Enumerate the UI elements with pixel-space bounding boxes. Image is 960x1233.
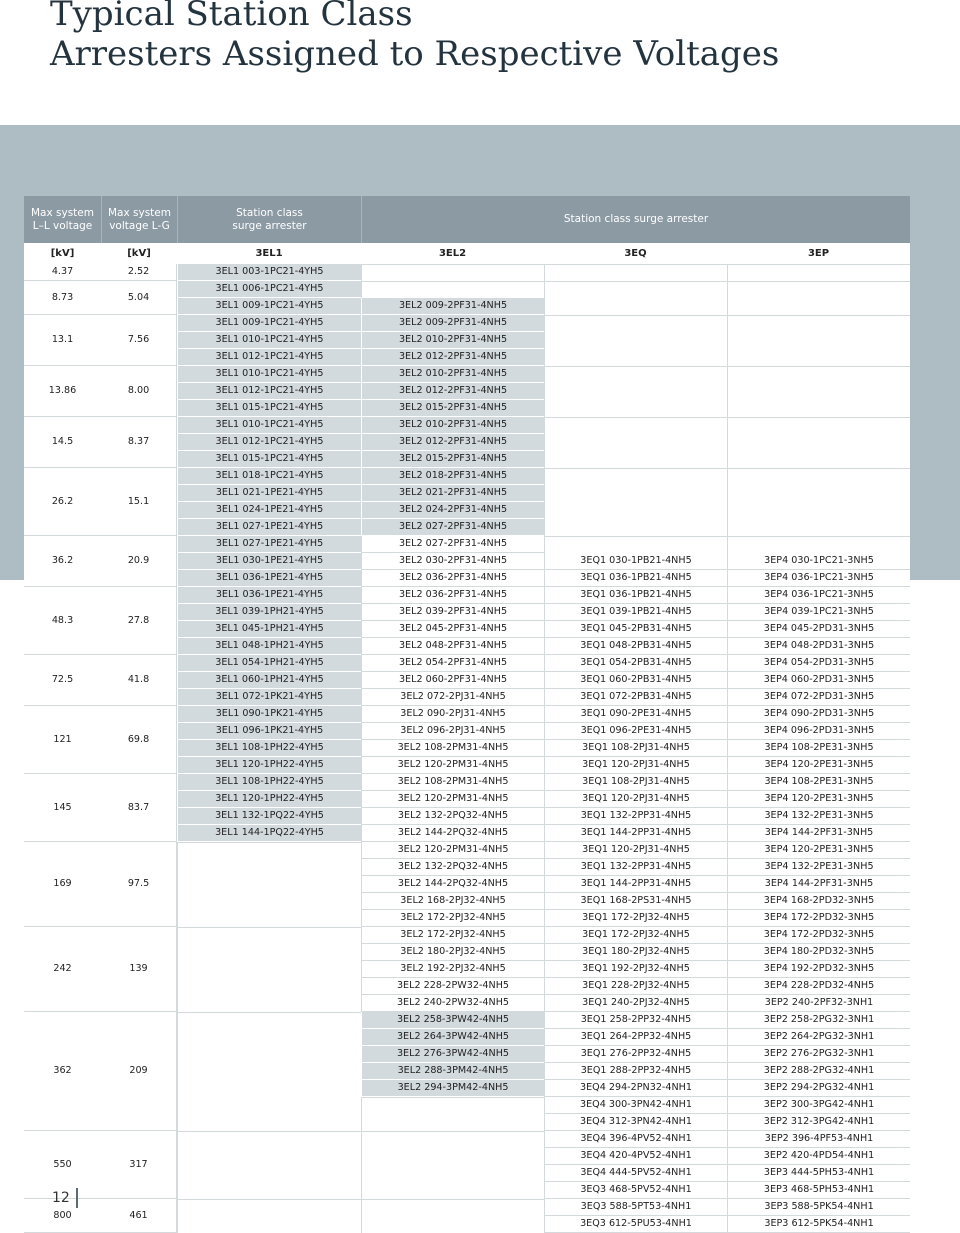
cell-3el1 (177, 1216, 361, 1233)
cell-3ep (727, 502, 910, 519)
cell-3ep: 3EP4 172-2PD32-3NH5 (727, 910, 910, 927)
cell-3ep: 3EP2 264-2PG32-3NH1 (727, 1029, 910, 1046)
cell-3eq: 3EQ1 048-2PB31-4NH5 (544, 638, 727, 655)
cell-3ep: 3EP4 132-2PE31-3NH5 (727, 808, 910, 825)
unit-lg: [kV] (101, 243, 177, 264)
max-lg-voltage: 83.7 (101, 774, 177, 842)
cell-3ep: 3EP4 168-2PD32-3NH5 (727, 893, 910, 910)
cell-3el1: 3EL1 006-1PC21-4YH5 (177, 281, 361, 298)
cell-3el2: 3EL2 132-2PQ32-4NH5 (361, 859, 544, 876)
cell-3ep: 3EP4 132-2PE31-3NH5 (727, 859, 910, 876)
max-lg-voltage: 7.56 (101, 315, 177, 366)
cell-3ep (727, 536, 910, 553)
cell-3ep: 3EP4 108-2PE31-3NH5 (727, 774, 910, 791)
cell-3el1: 3EL1 027-1PE21-4YH5 (177, 519, 361, 536)
cell-3el2: 3EL2 012-2PF31-4NH5 (361, 383, 544, 400)
cell-3el2: 3EL2 030-2PF31-4NH5 (361, 553, 544, 570)
cell-3el1: 3EL1 030-1PE21-4YH5 (177, 553, 361, 570)
cell-3ep: 3EP4 039-1PC21-3NH5 (727, 604, 910, 621)
cell-3eq: 3EQ1 144-2PP31-4NH5 (544, 876, 727, 893)
cell-3el1 (177, 1012, 361, 1029)
cell-3el1 (177, 944, 361, 961)
cell-3eq: 3EQ1 120-2PJ31-4NH5 (544, 791, 727, 808)
cell-3el1 (177, 1029, 361, 1046)
table-row (24, 264, 910, 281)
cell-3el2: 3EL2 120-2PM31-4NH5 (361, 791, 544, 808)
cell-3el2: 3EL2 039-2PF31-4NH5 (361, 604, 544, 621)
cell-3ep: 3EP4 144-2PF31-3NH5 (727, 876, 910, 893)
cell-3eq (544, 417, 727, 434)
cell-3el2: 3EL2 108-2PM31-4NH5 (361, 740, 544, 757)
cell-3eq: 3EQ1 036-1PB21-4NH5 (544, 570, 727, 587)
cell-3el1: 3EL1 015-1PC21-4YH5 (177, 400, 361, 417)
cell-3el1 (177, 1063, 361, 1080)
cell-3el1 (177, 995, 361, 1012)
cell-3eq: 3EQ1 132-2PP31-4NH5 (544, 859, 727, 876)
unit-3el1: 3EL1 (177, 243, 361, 264)
cell-3ep (727, 400, 910, 417)
cell-3el2: 3EL2 060-2PF31-4NH5 (361, 672, 544, 689)
cell-3el1: 3EL1 045-1PH21-4YH5 (177, 621, 361, 638)
cell-3ep (727, 264, 910, 281)
cell-3eq (544, 485, 727, 502)
cell-3ep: 3EP3 612-5PK54-4NH1 (727, 1216, 910, 1233)
cell-3el2 (361, 1097, 544, 1114)
cell-3el1: 3EL1 039-1PH21-4YH5 (177, 604, 361, 621)
cell-3el1: 3EL1 012-1PC21-4YH5 (177, 434, 361, 451)
cell-3ep (727, 451, 910, 468)
cell-3ep (727, 349, 910, 366)
cell-3ep: 3EP4 030-1PC21-3NH5 (727, 553, 910, 570)
table-row (24, 536, 910, 553)
max-lg-voltage: 209 (101, 1012, 177, 1131)
cell-3eq: 3EQ1 039-1PB21-4NH5 (544, 604, 727, 621)
cell-3el2: 3EL2 168-2PJ32-4NH5 (361, 893, 544, 910)
cell-3eq: 3EQ1 172-2PJ32-4NH5 (544, 927, 727, 944)
max-ll-voltage: 13.1 (24, 315, 101, 366)
cell-3ep (727, 417, 910, 434)
cell-3el1: 3EL1 108-1PH22-4YH5 (177, 740, 361, 757)
table-row (24, 1199, 910, 1216)
cell-3el1: 3EL1 012-1PC21-4YH5 (177, 349, 361, 366)
max-lg-voltage: 2.52 (101, 264, 177, 281)
table-row (24, 774, 910, 791)
cell-3ep: 3EP2 312-3PG42-4NH1 (727, 1114, 910, 1131)
cell-3el2: 3EL2 015-2PF31-4NH5 (361, 451, 544, 468)
cell-3eq: 3EQ1 180-2PJ32-4NH5 (544, 944, 727, 961)
max-lg-voltage: 317 (101, 1131, 177, 1199)
cell-3el2: 3EL2 132-2PQ32-4NH5 (361, 808, 544, 825)
table-row (24, 315, 910, 332)
cell-3el1: 3EL1 036-1PE21-4YH5 (177, 587, 361, 604)
cell-3eq (544, 366, 727, 383)
cell-3el2: 3EL2 027-2PF31-4NH5 (361, 519, 544, 536)
cell-3el1 (177, 859, 361, 876)
cell-3eq: 3EQ1 192-2PJ32-4NH5 (544, 961, 727, 978)
page-number: 12 (52, 1190, 70, 1206)
cell-3el1: 3EL1 132-1PQ22-4YH5 (177, 808, 361, 825)
cell-3ep (727, 332, 910, 349)
cell-3ep: 3EP2 258-2PG32-3NH1 (727, 1012, 910, 1029)
cell-3el2 (361, 1148, 544, 1165)
cell-3ep (727, 468, 910, 485)
table-row (24, 281, 910, 298)
cell-3el2 (361, 1182, 544, 1199)
cell-3el2: 3EL2 024-2PF31-4NH5 (361, 502, 544, 519)
cell-3eq (544, 264, 727, 281)
cell-3el1: 3EL1 018-1PC21-4YH5 (177, 468, 361, 485)
cell-3el2: 3EL2 009-2PF31-4NH5 (361, 298, 544, 315)
cell-3ep: 3EP4 036-1PC21-3NH5 (727, 570, 910, 587)
cell-3el1: 3EL1 048-1PH21-4YH5 (177, 638, 361, 655)
table-row (24, 1131, 910, 1148)
cell-3eq: 3EQ1 054-2PB31-4NH5 (544, 655, 727, 672)
max-ll-voltage: 242 (24, 927, 101, 1012)
max-lg-voltage: 20.9 (101, 536, 177, 587)
cell-3eq: 3EQ1 132-2PP31-4NH5 (544, 808, 727, 825)
cell-3el1: 3EL1 060-1PH21-4YH5 (177, 672, 361, 689)
max-lg-voltage: 5.04 (101, 281, 177, 315)
cell-3ep (727, 434, 910, 451)
cell-3eq (544, 434, 727, 451)
header-station-class-arrester: Station class surge arrester (177, 196, 361, 243)
max-lg-voltage: 8.37 (101, 417, 177, 468)
cell-3el2 (361, 264, 544, 281)
cell-3eq: 3EQ4 294-2PN32-4NH1 (544, 1080, 727, 1097)
cell-3el1 (177, 1097, 361, 1114)
cell-3eq: 3EQ3 588-5PT53-4NH1 (544, 1199, 727, 1216)
cell-3eq: 3EQ4 312-3PN42-4NH1 (544, 1114, 727, 1131)
arrester-table (24, 196, 910, 1233)
cell-3ep: 3EP3 444-5PH53-4NH1 (727, 1165, 910, 1182)
cell-3el2: 3EL2 228-2PW32-4NH5 (361, 978, 544, 995)
cell-3eq: 3EQ4 444-5PV52-4NH1 (544, 1165, 727, 1182)
cell-3eq (544, 502, 727, 519)
table-row (24, 468, 910, 485)
max-lg-voltage: 15.1 (101, 468, 177, 536)
cell-3ep: 3EP2 300-3PG42-4NH1 (727, 1097, 910, 1114)
cell-3el2: 3EL2 036-2PF31-4NH5 (361, 570, 544, 587)
cell-3el1: 3EL1 120-1PH22-4YH5 (177, 757, 361, 774)
cell-3el1: 3EL1 009-1PC21-4YH5 (177, 298, 361, 315)
unit-3ep: 3EP (727, 243, 910, 264)
title-line-2: Arresters Assigned to Respective Voltages (50, 34, 780, 74)
cell-3el1 (177, 1131, 361, 1148)
table-row (24, 417, 910, 434)
cell-3el2: 3EL2 288-3PM42-4NH5 (361, 1063, 544, 1080)
max-lg-voltage: 27.8 (101, 587, 177, 655)
cell-3el1 (177, 978, 361, 995)
cell-3el2 (361, 1131, 544, 1148)
cell-3ep: 3EP4 108-2PE31-3NH5 (727, 740, 910, 757)
table-row (24, 587, 910, 604)
max-lg-voltage: 97.5 (101, 842, 177, 927)
cell-3ep: 3EP4 180-2PD32-3NH5 (727, 944, 910, 961)
cell-3eq: 3EQ1 288-2PP32-4NH5 (544, 1063, 727, 1080)
max-ll-voltage: 26.2 (24, 468, 101, 536)
cell-3el2: 3EL2 258-3PW42-4NH5 (361, 1012, 544, 1029)
cell-3el2 (361, 1199, 544, 1216)
cell-3eq (544, 400, 727, 417)
max-ll-voltage: 362 (24, 1012, 101, 1131)
units-row (24, 243, 910, 264)
cell-3el1 (177, 1114, 361, 1131)
unit-3eq: 3EQ (544, 243, 727, 264)
table-row (24, 842, 910, 859)
max-ll-voltage: 13.86 (24, 366, 101, 417)
header-max-ll-voltage: Max system L–L voltage (24, 196, 101, 243)
cell-3el1: 3EL1 012-1PC21-4YH5 (177, 383, 361, 400)
cell-3el2: 3EL2 172-2PJ32-4NH5 (361, 927, 544, 944)
cell-3el2: 3EL2 276-3PW42-4NH5 (361, 1046, 544, 1063)
cell-3el2 (361, 1165, 544, 1182)
cell-3ep: 3EP4 144-2PF31-3NH5 (727, 825, 910, 842)
cell-3eq (544, 468, 727, 485)
cell-3el2 (361, 281, 544, 298)
cell-3el2: 3EL2 054-2PF31-4NH5 (361, 655, 544, 672)
cell-3el1: 3EL1 021-1PE21-4YH5 (177, 485, 361, 502)
max-ll-voltage: 800 (24, 1199, 101, 1233)
cell-3ep: 3EP4 060-2PD31-3NH5 (727, 672, 910, 689)
cell-3el1 (177, 1182, 361, 1199)
table-row (24, 706, 910, 723)
cell-3eq: 3EQ1 240-2PJ32-4NH5 (544, 995, 727, 1012)
cell-3eq: 3EQ1 072-2PB31-4NH5 (544, 689, 727, 706)
cell-3el2: 3EL2 012-2PF31-4NH5 (361, 434, 544, 451)
cell-3el1 (177, 893, 361, 910)
cell-3ep: 3EP4 120-2PE31-3NH5 (727, 791, 910, 808)
cell-3eq: 3EQ1 172-2PJ32-4NH5 (544, 910, 727, 927)
max-lg-voltage: 461 (101, 1199, 177, 1233)
cell-3el1: 3EL1 010-1PC21-4YH5 (177, 366, 361, 383)
max-ll-voltage: 72.5 (24, 655, 101, 706)
cell-3eq: 3EQ1 258-2PP32-4NH5 (544, 1012, 727, 1029)
cell-3el1 (177, 1165, 361, 1182)
cell-3ep: 3EP2 396-4PF53-4NH1 (727, 1131, 910, 1148)
cell-3eq: 3EQ4 396-4PV52-4NH1 (544, 1131, 727, 1148)
cell-3ep (727, 315, 910, 332)
header-station-class-span: Station class surge arrester (361, 196, 910, 243)
cell-3ep (727, 519, 910, 536)
table-row (24, 366, 910, 383)
max-lg-voltage: 139 (101, 927, 177, 1012)
max-ll-voltage: 145 (24, 774, 101, 842)
cell-3el2: 3EL2 018-2PF31-4NH5 (361, 468, 544, 485)
cell-3el2: 3EL2 240-2PW32-4NH5 (361, 995, 544, 1012)
cell-3el2: 3EL2 072-2PJ31-4NH5 (361, 689, 544, 706)
cell-3eq (544, 349, 727, 366)
cell-3eq: 3EQ1 108-2PJ31-4NH5 (544, 740, 727, 757)
unit-3el2: 3EL2 (361, 243, 544, 264)
cell-3eq: 3EQ3 612-5PU53-4NH1 (544, 1216, 727, 1233)
cell-3eq: 3EQ1 036-1PB21-4NH5 (544, 587, 727, 604)
cell-3el2 (361, 1216, 544, 1233)
cell-3eq: 3EQ1 090-2PE31-4NH5 (544, 706, 727, 723)
cell-3eq: 3EQ1 108-2PJ31-4NH5 (544, 774, 727, 791)
cell-3ep: 3EP4 120-2PE31-3NH5 (727, 757, 910, 774)
cell-3el2: 3EL2 012-2PF31-4NH5 (361, 349, 544, 366)
cell-3ep: 3EP2 420-4PD54-4NH1 (727, 1148, 910, 1165)
cell-3el2: 3EL2 036-2PF31-4NH5 (361, 587, 544, 604)
cell-3el1: 3EL1 144-1PQ22-4YH5 (177, 825, 361, 842)
table-row (24, 655, 910, 672)
cell-3el1: 3EL1 096-1PK21-4YH5 (177, 723, 361, 740)
cell-3el1: 3EL1 072-1PK21-4YH5 (177, 689, 361, 706)
cell-3el2: 3EL2 048-2PF31-4NH5 (361, 638, 544, 655)
unit-ll: [kV] (24, 243, 101, 264)
cell-3el2: 3EL2 045-2PF31-4NH5 (361, 621, 544, 638)
cell-3el2: 3EL2 096-2PJ31-4NH5 (361, 723, 544, 740)
page-title (50, 0, 779, 74)
cell-3el2: 3EL2 180-2PJ32-4NH5 (361, 944, 544, 961)
cell-3ep (727, 298, 910, 315)
cell-3el2: 3EL2 010-2PF31-4NH5 (361, 366, 544, 383)
cell-3el2: 3EL2 264-3PW42-4NH5 (361, 1029, 544, 1046)
cell-3ep: 3EP4 120-2PE31-3NH5 (727, 842, 910, 859)
cell-3ep: 3EP2 294-2PG32-4NH1 (727, 1080, 910, 1097)
cell-3el1 (177, 1148, 361, 1165)
cell-3el2 (361, 1114, 544, 1131)
cell-3el1 (177, 910, 361, 927)
cell-3el1 (177, 1080, 361, 1097)
cell-3el2: 3EL2 010-2PF31-4NH5 (361, 417, 544, 434)
max-ll-voltage: 8.73 (24, 281, 101, 315)
cell-3el1: 3EL1 027-1PE21-4YH5 (177, 536, 361, 553)
cell-3eq: 3EQ1 120-2PJ31-4NH5 (544, 757, 727, 774)
cell-3ep: 3EP4 045-2PD31-3NH5 (727, 621, 910, 638)
cell-3ep: 3EP2 276-2PG32-3NH1 (727, 1046, 910, 1063)
cell-3ep: 3EP2 288-2PG32-4NH1 (727, 1063, 910, 1080)
cell-3eq: 3EQ4 300-3PN42-4NH1 (544, 1097, 727, 1114)
page-number-bar (76, 1188, 78, 1208)
max-ll-voltage: 36.2 (24, 536, 101, 587)
cell-3el1: 3EL1 009-1PC21-4YH5 (177, 315, 361, 332)
max-ll-voltage: 550 (24, 1131, 101, 1199)
cell-3eq (544, 519, 727, 536)
cell-3eq: 3EQ1 096-2PE31-4NH5 (544, 723, 727, 740)
max-lg-voltage: 41.8 (101, 655, 177, 706)
cell-3el2: 3EL2 144-2PQ32-4NH5 (361, 876, 544, 893)
cell-3el1: 3EL1 036-1PE21-4YH5 (177, 570, 361, 587)
max-lg-voltage: 8.00 (101, 366, 177, 417)
table-row (24, 1012, 910, 1029)
cell-3el2: 3EL2 144-2PQ32-4NH5 (361, 825, 544, 842)
max-ll-voltage: 121 (24, 706, 101, 774)
cell-3ep: 3EP4 172-2PD32-3NH5 (727, 927, 910, 944)
title-line-1: Typical Station Class (50, 0, 413, 34)
cell-3el1: 3EL1 010-1PC21-4YH5 (177, 332, 361, 349)
cell-3ep: 3EP4 090-2PD31-3NH5 (727, 706, 910, 723)
cell-3ep: 3EP2 240-2PF32-3NH1 (727, 995, 910, 1012)
cell-3el1: 3EL1 015-1PC21-4YH5 (177, 451, 361, 468)
cell-3eq: 3EQ1 045-2PB31-4NH5 (544, 621, 727, 638)
cell-3eq: 3EQ1 276-2PP32-4NH5 (544, 1046, 727, 1063)
cell-3el1: 3EL1 010-1PC21-4YH5 (177, 417, 361, 434)
header-max-lg-voltage: Max system voltage L-G (101, 196, 177, 243)
cell-3el1: 3EL1 120-1PH22-4YH5 (177, 791, 361, 808)
cell-3eq: 3EQ1 168-2PS31-4NH5 (544, 893, 727, 910)
cell-3eq: 3EQ1 144-2PP31-4NH5 (544, 825, 727, 842)
cell-3el2: 3EL2 090-2PJ31-4NH5 (361, 706, 544, 723)
cell-3ep: 3EP4 072-2PD31-3NH5 (727, 689, 910, 706)
cell-3el2: 3EL2 027-2PF31-4NH5 (361, 536, 544, 553)
cell-3el1: 3EL1 054-1PH21-4YH5 (177, 655, 361, 672)
header-row (24, 196, 910, 243)
max-lg-voltage: 69.8 (101, 706, 177, 774)
cell-3el2: 3EL2 120-2PM31-4NH5 (361, 757, 544, 774)
cell-3eq (544, 451, 727, 468)
max-ll-voltage: 4.37 (24, 264, 101, 281)
cell-3eq (544, 315, 727, 332)
cell-3ep: 3EP4 036-1PC21-3NH5 (727, 587, 910, 604)
cell-3el1: 3EL1 003-1PC21-4YH5 (177, 264, 361, 281)
cell-3el2: 3EL2 172-2PJ32-4NH5 (361, 910, 544, 927)
cell-3el2: 3EL2 015-2PF31-4NH5 (361, 400, 544, 417)
cell-3el1: 3EL1 090-1PK21-4YH5 (177, 706, 361, 723)
cell-3ep: 3EP4 048-2PD31-3NH5 (727, 638, 910, 655)
max-ll-voltage: 48.3 (24, 587, 101, 655)
cell-3el1 (177, 1046, 361, 1063)
cell-3el2: 3EL2 009-2PF31-4NH5 (361, 315, 544, 332)
cell-3el2: 3EL2 108-2PM31-4NH5 (361, 774, 544, 791)
cell-3ep: 3EP4 054-2PD31-3NH5 (727, 655, 910, 672)
table-row (24, 927, 910, 944)
cell-3eq: 3EQ4 420-4PV52-4NH1 (544, 1148, 727, 1165)
cell-3ep (727, 366, 910, 383)
cell-3el2: 3EL2 192-2PJ32-4NH5 (361, 961, 544, 978)
cell-3eq (544, 298, 727, 315)
cell-3el2: 3EL2 021-2PF31-4NH5 (361, 485, 544, 502)
cell-3el1 (177, 876, 361, 893)
cell-3el1: 3EL1 024-1PE21-4YH5 (177, 502, 361, 519)
cell-3ep: 3EP4 192-2PD32-3NH5 (727, 961, 910, 978)
cell-3eq: 3EQ3 468-5PV52-4NH1 (544, 1182, 727, 1199)
cell-3eq (544, 332, 727, 349)
cell-3ep (727, 485, 910, 502)
cell-3eq: 3EQ1 264-2PP32-4NH5 (544, 1029, 727, 1046)
cell-3el1 (177, 1199, 361, 1216)
cell-3el1 (177, 842, 361, 859)
cell-3eq (544, 281, 727, 298)
cell-3ep: 3EP4 096-2PD31-3NH5 (727, 723, 910, 740)
cell-3eq (544, 536, 727, 553)
cell-3eq: 3EQ1 030-1PB21-4NH5 (544, 553, 727, 570)
cell-3el2: 3EL2 010-2PF31-4NH5 (361, 332, 544, 349)
cell-3el1 (177, 927, 361, 944)
max-ll-voltage: 169 (24, 842, 101, 927)
cell-3el2: 3EL2 294-3PM42-4NH5 (361, 1080, 544, 1097)
cell-3ep: 3EP3 588-5PK54-4NH1 (727, 1199, 910, 1216)
cell-3eq (544, 383, 727, 400)
cell-3eq: 3EQ1 120-2PJ31-4NH5 (544, 842, 727, 859)
cell-3ep (727, 281, 910, 298)
cell-3eq: 3EQ1 060-2PB31-4NH5 (544, 672, 727, 689)
cell-3ep: 3EP4 228-2PD32-4NH5 (727, 978, 910, 995)
cell-3el1 (177, 961, 361, 978)
cell-3ep (727, 383, 910, 400)
cell-3el1: 3EL1 108-1PH22-4YH5 (177, 774, 361, 791)
cell-3eq: 3EQ1 228-2PJ32-4NH5 (544, 978, 727, 995)
cell-3el2: 3EL2 120-2PM31-4NH5 (361, 842, 544, 859)
cell-3ep: 3EP3 468-5PH53-4NH1 (727, 1182, 910, 1199)
max-ll-voltage: 14.5 (24, 417, 101, 468)
